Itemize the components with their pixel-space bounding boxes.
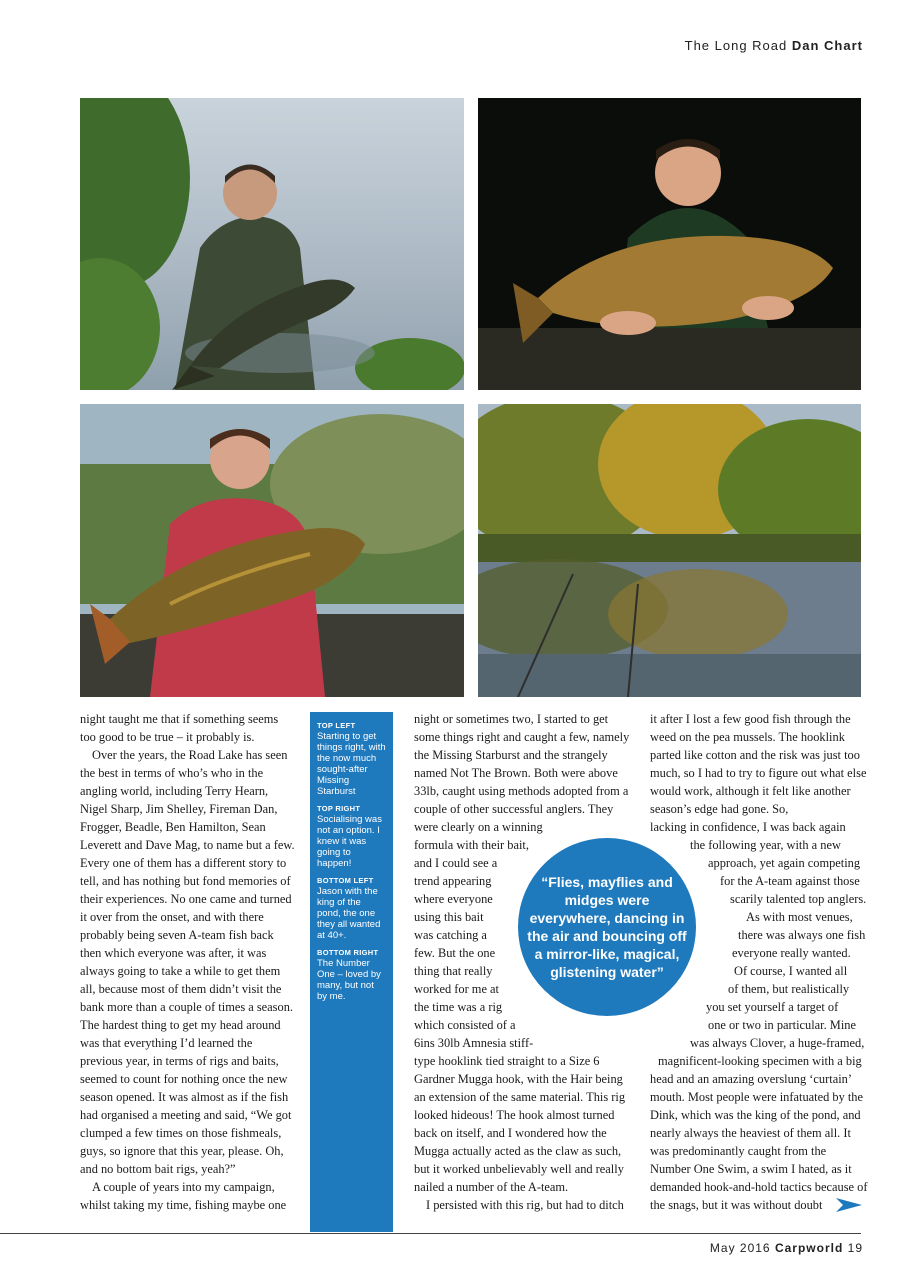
text-line: which consisted of a	[414, 1018, 516, 1032]
caption-label: TOP RIGHT	[317, 804, 361, 813]
text-line: everyone really wanted.	[732, 946, 851, 960]
paragraph: I persisted with this rig, but had to ditch	[426, 1198, 624, 1212]
text-line: the time was a rig	[414, 1000, 503, 1014]
footer-rule	[0, 1233, 861, 1234]
text-line: As with most venues,	[746, 910, 853, 924]
pull-quote	[518, 838, 696, 1016]
photo-top-right	[478, 98, 861, 390]
caption-bottom-left	[317, 875, 386, 941]
header-series: The Long Road	[684, 38, 788, 53]
text-line: approach, yet again competing	[708, 856, 861, 870]
text-line: was always Clover, a huge-framed,	[690, 1036, 865, 1050]
text-line: 6ins 30lb Amnesia stiff-	[414, 1036, 534, 1050]
caption-top-right	[317, 803, 386, 869]
caption-label: TOP LEFT	[317, 721, 356, 730]
header-author: Dan Chart	[791, 38, 863, 53]
text-line: worked for me at	[414, 982, 499, 996]
photo-bottom-left	[80, 404, 464, 697]
text-line: there was always one fish	[738, 928, 866, 942]
caption-text: The Number One – loved by many, but not by me.	[317, 958, 381, 1002]
photo-top-left	[80, 98, 464, 390]
paragraph: type hooklink tied straight to a Size 6 Gardner Mugga hook, with the Hair being an extension of the same material. This rig looked hideous! The hook almost turned back on itself, and I wondered how the Mugga actually acted as the claw as such, but it worked unbelievably well and really nailed a number of the A-team.	[414, 1054, 626, 1194]
text-line: magnificent-looking specimen with a big	[658, 1054, 862, 1068]
text-line: few. But the one	[414, 946, 496, 960]
caption-text: Jason with the king of the pond, the one they all wanted at 40+.	[317, 886, 381, 941]
text-line: was catching a	[414, 928, 487, 942]
text-line: thing that really	[414, 964, 493, 978]
text-line: the following year, with a new	[690, 838, 841, 852]
paragraph: night taught me that if something seems too good to be true – it probably is.	[80, 712, 279, 744]
text-line: and I could see a	[414, 856, 498, 870]
caption-text: Starting to get things right, with the now much sought-after Missing Starburst	[317, 731, 386, 797]
text-line: formula with their bait,	[414, 838, 529, 852]
caption-label: BOTTOM RIGHT	[317, 948, 379, 957]
paragraph: Over the years, the Road Lake has seen the best in terms of who’s who in the angling world, including Terry Hearn, Nigel Sharp, Jim Shelley, Fireman Dan, Frogger, Beadle, Ben Hamilton, Sean Leverett and Dave Mag, to name but a few. Every one of them has a different story to tell, and has nothing but fond memories of their experiences. No one came and turned it over from the onset, and with there probably being seven A-team fish back then which everyone was after, it was always going to take a while to get them all, because most of them didn’t visit the bank more than a couple of times a season. The hardest thing to get my head around was that everything I’d learned the previous year, in terms of rigs and baits, seemed to count for nothing once the new season opened. It was almost as if the fish had organised a meeting and said, “We got clumped a few times on those fishmeals, guys, so ignore that this year, please. Oh, and no bottom bait rigs, yeah?”	[80, 748, 295, 1176]
paragraph: night or sometimes two, I started to get some things right and caught a few, namely the Missing Starburst and the strangely named Not The Brown. Both were above 33lb, caught using methods adopted from a couple of other successful anglers. They were clearly on a winning	[414, 712, 630, 834]
photo-bottom-right	[478, 404, 861, 697]
text-line: trend appearing	[414, 874, 492, 888]
paragraph: head and an amazing overslung ‘curtain’ mouth. Most people were infatuated by the Dink, which was the king of the pond, and nearly always the heaviest of them all. It was predominantly caught from the Number One Swim, a swim I hated, as it demanded hook-and-hold tactics because of the snags, but it was without doubt	[650, 1072, 868, 1212]
folio	[710, 1241, 863, 1255]
page-number: 19	[847, 1241, 863, 1255]
continue-arrow-icon	[836, 1198, 862, 1212]
pull-quote-text: “Flies, mayflies and midges were everywhere, dancing in the air and bouncing off a mirror-like, magical, glistening water”	[527, 874, 687, 980]
text-line: Of course, I wanted all	[734, 964, 848, 978]
photo-captions	[310, 712, 393, 1232]
text-line: lacking in confidence, I was back again	[650, 820, 846, 834]
caption-bottom-right	[317, 947, 386, 1002]
article-column-1	[80, 710, 295, 1214]
caption-text: Socialising was not an option. I knew it was going to happen!	[317, 814, 382, 869]
text-line: where everyone	[414, 892, 493, 906]
text-line: you set yourself a target of	[706, 1000, 839, 1014]
text-line: one or two in particular. Mine	[708, 1018, 856, 1032]
paragraph: it after I lost a few good fish through the weed on the pea mussels. The hooklink parted like cotton and the risk was just too much, so I had to try to figure out what else would work, although it felt like another season’s edge had gone. So,	[650, 712, 867, 816]
caption-label: BOTTOM LEFT	[317, 876, 374, 885]
paragraph: A couple of years into my campaign, whilst taking my time, fishing maybe one	[80, 1180, 287, 1212]
caption-top-left	[317, 720, 386, 797]
text-line: for the A-team against those	[720, 874, 860, 888]
footer-issue: May 2016	[709, 1241, 771, 1255]
text-line: of them, but realistically	[728, 982, 850, 996]
running-header	[685, 38, 863, 53]
footer-magazine: Carpworld	[774, 1241, 844, 1255]
text-line: scarily talented top anglers.	[730, 892, 867, 906]
text-line: using this bait	[414, 910, 484, 924]
